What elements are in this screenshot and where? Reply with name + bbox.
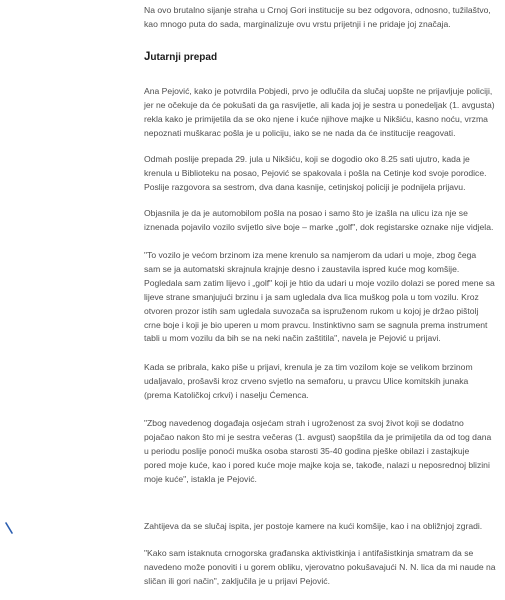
text-line: (prema Katoličkoj crkvi) i naselju Ćemenca.	[144, 389, 309, 400]
text-line: Poslije razgovora sa sestrom, dva dana kasnije, cetinjskoj policiji je podnijela prijavu.	[144, 181, 466, 192]
text-line: otvoren prozor istih sam ugledala suvozača sa ispruženom rukom u kojoj je držao pištolj	[144, 305, 479, 316]
text-line: Odmah poslije prepada 29. jula u Nikšiću, koji se dogodio oko 8.25 sati ujutro, kada je	[144, 154, 470, 164]
paragraph-quote-2	[144, 417, 491, 487]
text-line: nepoznati muškarac pošla je u policiju, iako se ne nada da će institucije reagovati.	[144, 127, 456, 138]
paragraph-6	[144, 361, 473, 403]
paragraph-8	[144, 520, 482, 534]
text-line: pojačao nakon što mi je sestra večeras (1. avgust) saopštila da je primijetila da od tog dana	[144, 431, 492, 442]
text-line: "To vozilo je većom brzinom iza mene krenulo sa namjerom da udari u moje, zbog čega	[144, 250, 477, 260]
text-line: moje kuće", istakla je Pejović.	[144, 473, 257, 484]
text-line: "Kako sam istaknuta crnogorska građanska aktivistkinja i antifašistkinja smatram da se	[144, 548, 474, 558]
text-line: kao mnogo puta do sada, marginalizuje ovu vrstu prijetnji i ne pridaje joj značaja.	[144, 18, 451, 29]
text-line: sličan ili gori način", zaključila je u prijavi Pejović.	[144, 575, 330, 586]
text-line: Kada se pribrala, kako piše u prijavi, krenula je za tim vozilom koje se velikom brzinom	[144, 362, 473, 372]
text-line: "Zbog navedenog događaja osjećam strah i ugroženost za svoj život koji se dodatno	[144, 418, 464, 428]
text-line: krenula u Biblioteku na posao, Pejović se spakovala i pošla na Cetinje kod svoje porodice.	[144, 167, 487, 178]
text-line: rekla kako je primijetila da se oko njene i kuće njihove majke u Nikšiću, kasno noću, vrzma	[144, 113, 488, 124]
text-line: Na ovo brutalno sijanje straha u Crnoj Gori institucije su bez odgovora, odnosno, tužilaštvo,	[144, 5, 491, 15]
text-line: udaljavalo, prošavši kroz crveno svjetlo na semaforu, u pravcu Ulice komitskih junaka	[144, 375, 469, 386]
text-line: Zahtijeva da se slučaj ispita, jer postoje kamere na kući komšije, kao i na obližnjoj zgradi.	[144, 521, 483, 531]
section-heading	[144, 51, 217, 63]
text-line: jer ne očekuje da će pokušati da ga rasvijetle, ali kada joj je sestra u ponedeljak (1. avgusta)	[144, 99, 495, 110]
text-line: lijeve strane smanjujući brzinu i ja sam ugledala dva lica muškog pola u tom vozilu. Kroz	[144, 291, 479, 302]
text-line: pored moje kuće, kao i pored kuće moje majke koja se, takođe, nalazi u neposrednoj blizini	[144, 459, 490, 470]
text-line: Pogledala sam zatim lijevo i „golf" koji je htio da udari u moje vozilo dolazi se pored mene sa	[144, 277, 495, 288]
text-line: sam se ja automatski skrajnula krajnje desno i zaustavila ispred kuće mog komšije.	[144, 263, 460, 274]
paragraph-4	[144, 207, 493, 235]
text-line: u periodu poslije ponoći muška osoba starosti 35-40 godina pješke obilazi i zastajkuje	[144, 445, 470, 456]
paragraph-quote-3	[144, 547, 496, 589]
text-line: tabli u mom vozilu da bih se na neki način zaštitila", navela je Pejović u prijavi.	[144, 333, 441, 344]
heading-text: utarnji prepad	[150, 52, 218, 63]
paragraph-quote-1	[144, 249, 495, 346]
paragraph-3	[144, 153, 487, 195]
heading-first-letter: J	[144, 51, 151, 63]
paragraph-2	[144, 85, 495, 141]
text-line: Objasnila je da je automobilom pošla na posao i samo što je izašla na ulicu iza nje se	[144, 208, 468, 218]
paragraph-intro	[144, 4, 491, 32]
text-line: Ana Pejović, kako je potvrdila Pobjedi, prvo je odlučila da slučaj uopšte ne prijavljuje policiji,	[144, 86, 493, 96]
cursor-mark-icon	[4, 522, 14, 534]
text-line: crne boje i koji je bio uperen u mom pravcu. Instinktivno sam se sagnula prema instrument	[144, 319, 488, 330]
text-line: navedeno može ponoviti i u gorem obliku, vjerovatno pokušavajući N. N. lica da mi naude na	[144, 561, 496, 572]
text-line: iznenada pojavilo vozilo svijetlo sive boje – marke „golf", dok registarske oznake nije vidjela.	[144, 221, 494, 232]
